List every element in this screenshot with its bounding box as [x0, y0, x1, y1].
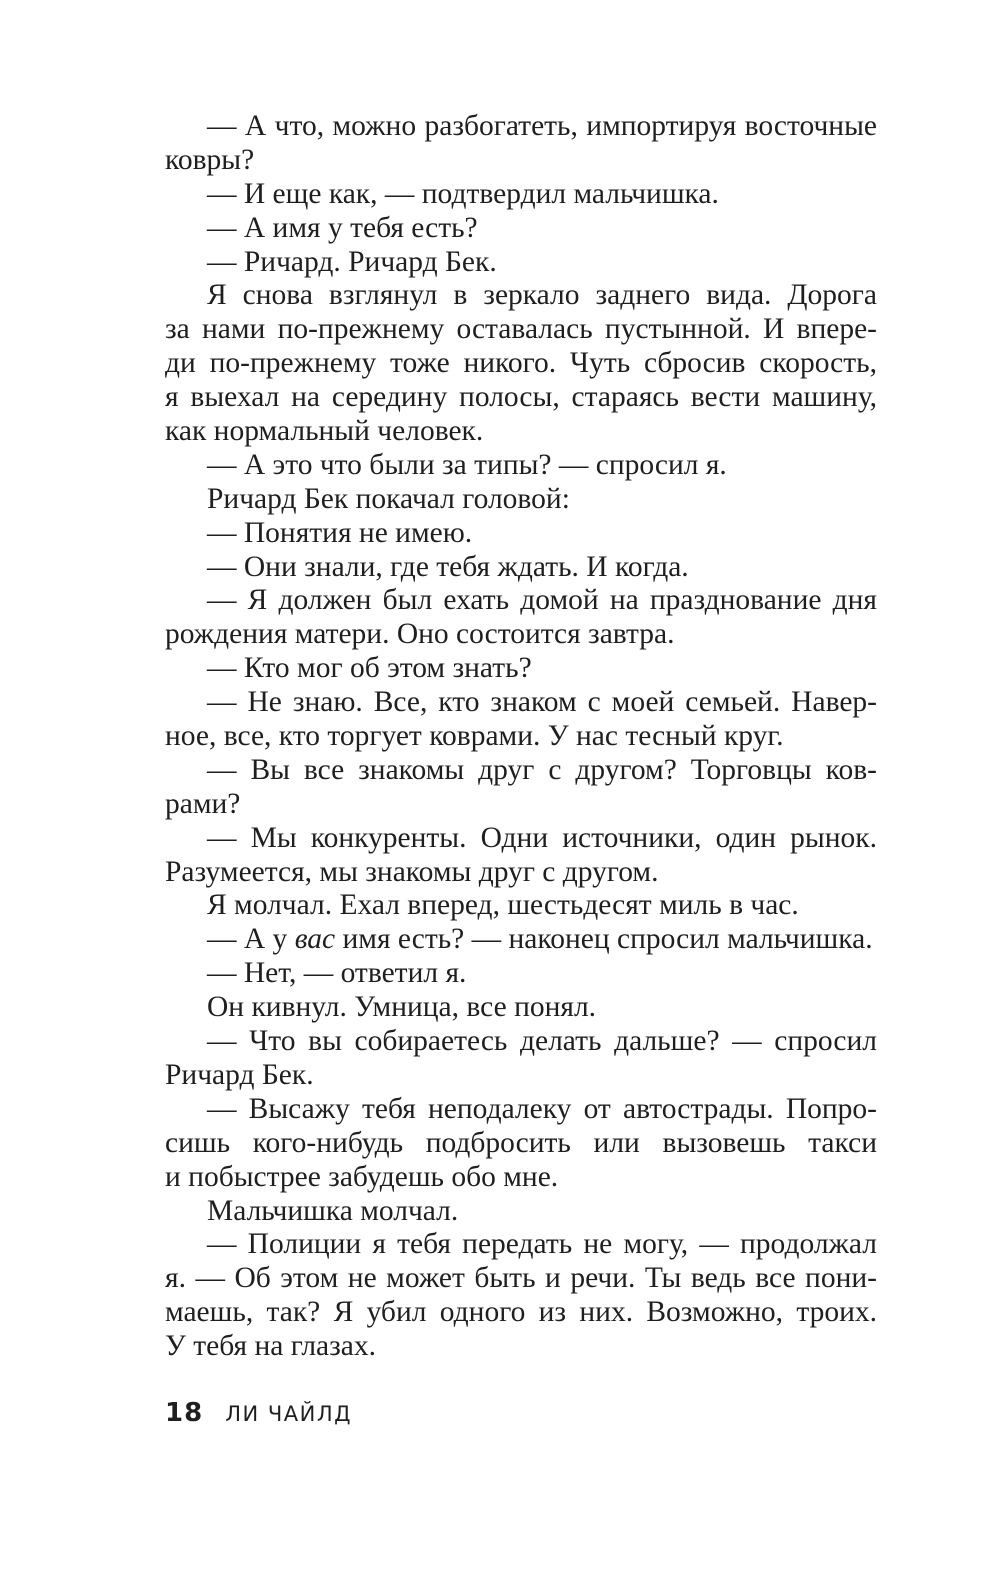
text-line: — Не знаю. Все, кто знаком с моей семьей. Навер-	[207, 686, 877, 719]
text-line: — Высажу тебя неподалеку от автострады. Попро-	[207, 1092, 877, 1125]
text-line: — Что вы собираетесь делать дальше? — спросил	[207, 1025, 877, 1058]
text-line: — Я должен был ехать домой на празднование дня	[207, 584, 877, 617]
text-line: — Полиции я тебя передать не могу, — продолжал	[207, 1228, 877, 1261]
text-line: — Вы все знакомы друг с другом? Торговцы ков-	[207, 753, 877, 786]
text-line: ди по-прежнему тоже никого. Чуть сбросив скорость,	[165, 347, 877, 380]
page-number: 18	[165, 1398, 204, 1428]
emphasized-word: вас	[294, 923, 336, 956]
text-line: — Ричард. Ричард Бек.	[207, 245, 497, 278]
text-line: — А что, можно разбогатеть, импортируя восточные	[207, 110, 877, 142]
text-line: сишь кого-нибудь подбросить или вызовешь такси	[165, 1126, 877, 1159]
text-line: рами?	[165, 787, 241, 820]
text-line: — И еще как, — подтвердил мальчишка.	[207, 177, 719, 210]
text-line: Он кивнул. Умница, все понял.	[207, 991, 597, 1024]
text-line: У тебя на глазах.	[165, 1330, 377, 1363]
text-line: Я молчал. Ехал вперед, шестьдесят миль в час.	[207, 889, 799, 922]
text-line: я. — Об этом не может быть и речи. Ты ведь все пони-	[165, 1262, 877, 1295]
text-line: маешь, так? Я убил одного из них. Возможно, троих.	[165, 1296, 877, 1329]
text-line: — А это что были за типы? — спросил я.	[207, 448, 727, 481]
text-line: за нами по-прежнему оставалась пустынной. И впере-	[165, 313, 877, 346]
text-line: — Они знали, где тебя ждать. И когда.	[207, 550, 689, 583]
text-line: — Понятия не имею.	[207, 516, 473, 549]
text-line: Я снова взглянул в зеркало заднего вида. Дорога	[207, 279, 877, 312]
text-line: как нормальный человек.	[165, 415, 484, 448]
text-line: ное, все, кто торгует коврами. У нас тесный круг.	[165, 720, 784, 753]
page-body	[165, 110, 877, 1364]
text-line: — А имя у тебя есть?	[207, 211, 478, 244]
text-line: я выехал на середину полосы, стараясь вести машину,	[165, 381, 877, 414]
text-line: Разумеется, мы знакомы друг с другом.	[165, 855, 659, 888]
text-line: — Мы конкуренты. Одни источники, один рынок.	[207, 821, 877, 854]
text-line: и побыстрее забудешь обо мне.	[165, 1160, 559, 1193]
page-footer	[165, 1398, 352, 1428]
text-line: рождения матери. Оно состоится завтра.	[165, 618, 675, 651]
text-line: Ричард Бек покачал головой:	[207, 482, 570, 515]
text-line: Ричард Бек.	[165, 1058, 314, 1091]
text-line: — Нет, — ответил я.	[207, 957, 467, 990]
text-line: Мальчишка молчал.	[207, 1194, 459, 1227]
running-head-author: ЛИ ЧАЙЛД	[225, 1402, 353, 1426]
text-line: — А у вас имя есть? — наконец спросил мальчишка.	[207, 923, 873, 956]
text-line: — Кто мог об этом знать?	[207, 652, 532, 685]
text-line: ковры?	[165, 143, 255, 176]
